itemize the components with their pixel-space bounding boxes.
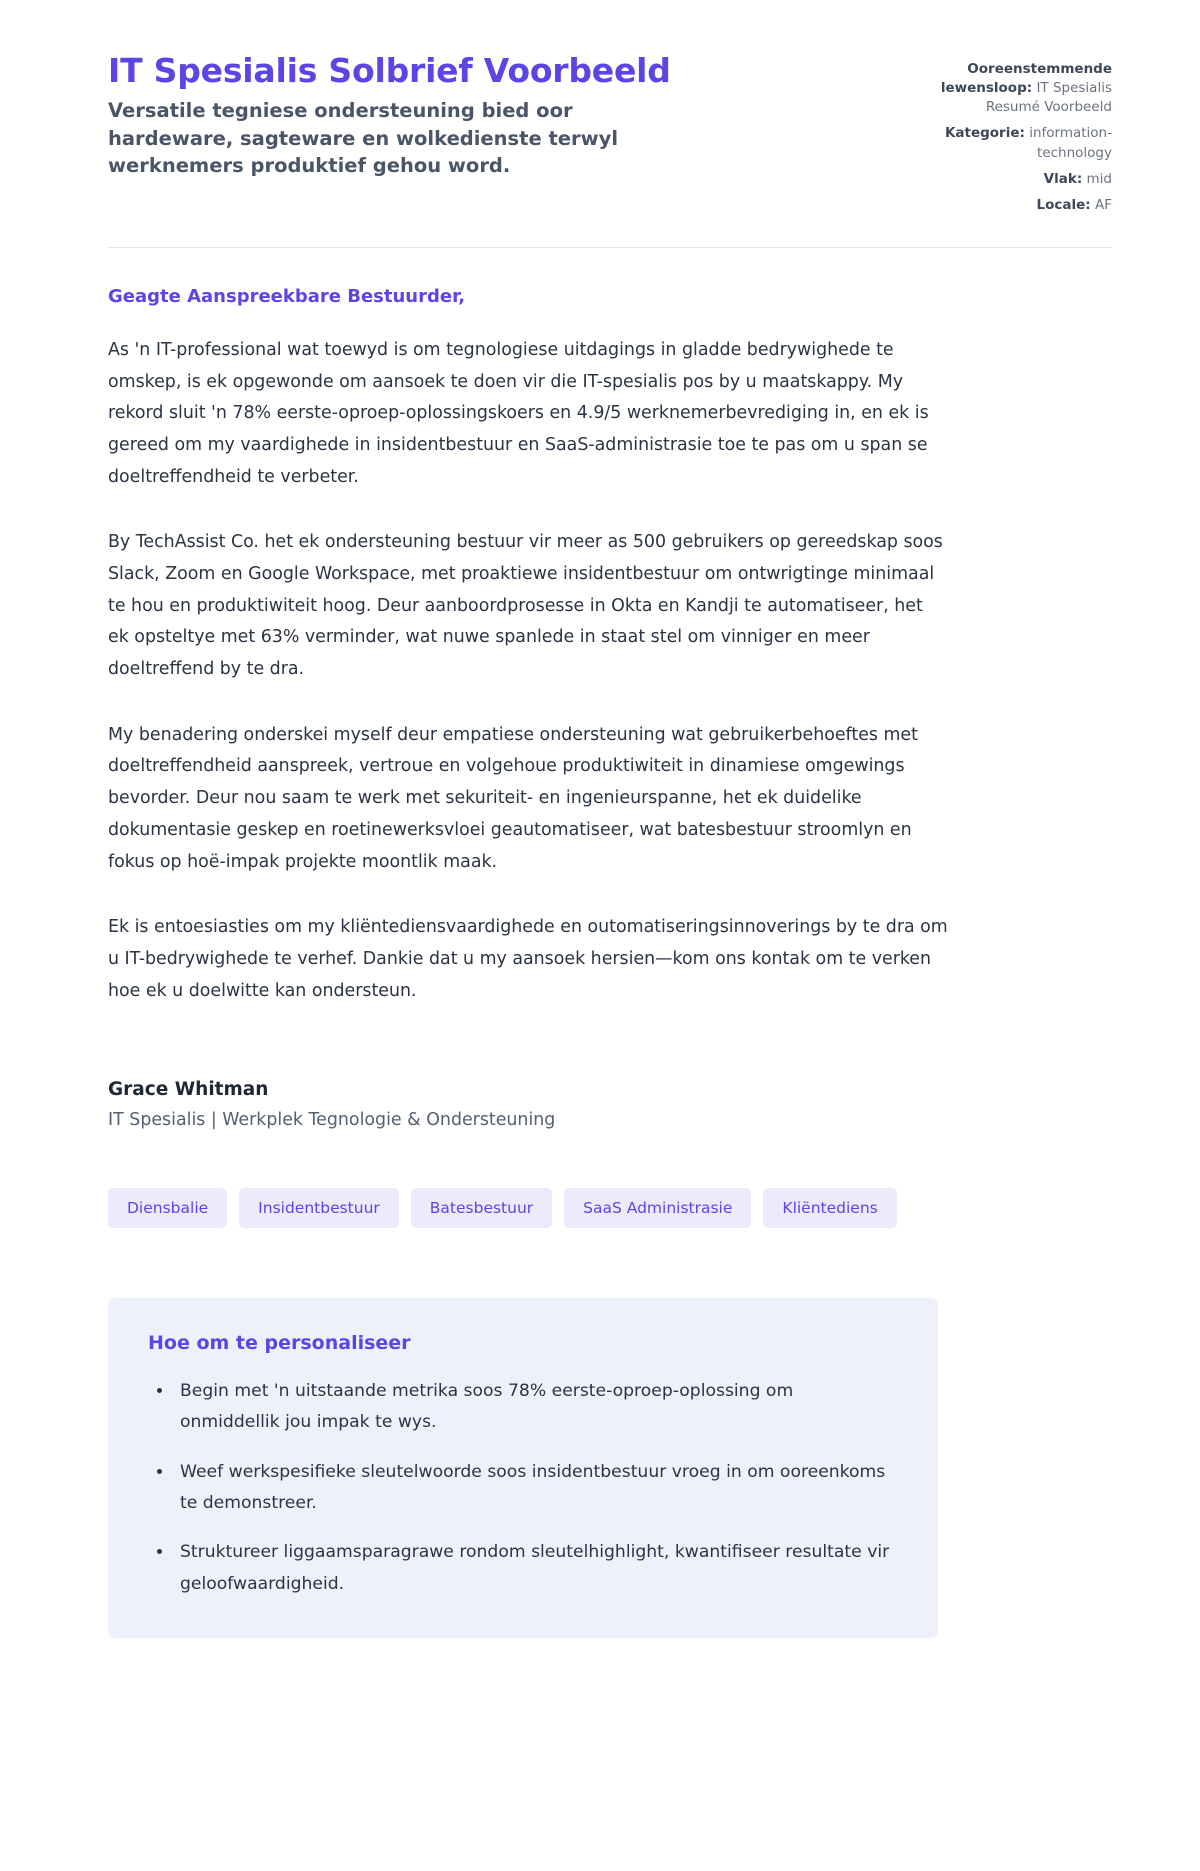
signature-role: IT Spesialis | Werkplek Tegnologie & Ondersteuning: [108, 1110, 556, 1131]
page-title: IT Spesialis Solbrief Voorbeeld: [108, 51, 671, 90]
metadata-value-category: information-technology: [1029, 125, 1112, 161]
page-subtitle: Versatile tegniese ondersteuning bied oor hardeware, sagteware en wolkedienste terwyl werknemers produktief gehou word.: [108, 98, 619, 178]
letter-paragraph: By TechAssist Co. het ek ondersteuning bestuur vir meer as 500 gebruikers op gereedskap soos Slack, Zoom en Google Workspace, met proaktiewe insidentbestuur om ontwrigtinge minimaal te hou en produktiwiteit hoog. Deur aanboordprosesse in Okta en Kandji te automatiseer, het ek opsteltye met 63% verminder, wat nuwe spanlede in staat stel om vinniger en meer doeltreffend by te dra.: [108, 532, 943, 680]
signature-block: [108, 1079, 1112, 1130]
tips-list: [148, 1376, 898, 1600]
metadata-row-locale: [902, 196, 1112, 215]
metadata-label-level: Vlak:: [1043, 170, 1083, 187]
tips-list-item: • Weef werkspesifieke sleutelwoorde soos insidentbestuur vroeg in om ooreenkoms te demonstreer.: [174, 1457, 898, 1520]
skill-tag[interactable]: SaaS Administrasie: [564, 1188, 751, 1228]
metadata-label-locale: Locale:: [1036, 196, 1091, 213]
metadata-label-category: Kategorie:: [944, 125, 1025, 142]
letter-paragraph: My benadering onderskei myself deur empatiese ondersteuning wat gebruikerbehoeftes met doeltreffendheid aanspreek, vertroue en volgehoue produktiwiteit in dinamiese omgewings bevorder. Deur nou saam te werk met sekuriteit- en ingenieurspanne, het ek duidelike dokumentasie geskep en roetinewerksvloei geautomatiseer, wat batesbestuur stroomlyn en fokus op hoë-impak projekte moontlik maak.: [108, 724, 918, 872]
metadata-row-matching-resume: [902, 60, 1112, 117]
tips-title: Hoe om te personaliseer: [148, 1332, 411, 1355]
metadata-row-category: [902, 124, 1112, 162]
signature-name: Grace Whitman: [108, 1079, 269, 1101]
document-metadata: [902, 52, 1112, 215]
metadata-value-locale: AF: [1094, 196, 1112, 213]
metadata-value-matching-resume: IT Spesialis Resumé Voorbeeld: [985, 80, 1112, 116]
metadata-row-level: [902, 170, 1112, 189]
tips-list-item: • Begin met 'n uitstaande metrika soos 78% eerste-oproep-oplossing om onmiddellik jou impak te wys.: [174, 1376, 898, 1439]
metadata-value-level: mid: [1086, 170, 1112, 187]
skill-tag[interactable]: Batesbestuur: [411, 1188, 552, 1228]
personalization-tips-callout: [108, 1298, 938, 1638]
salutation: Geagte Aanspreekbare Bestuurder,: [108, 286, 466, 308]
letter-paragraph: Ek is entoesiasties om my kliëntediensvaardighede en outomatiseringsinnoverings by te dra om u IT-bedrywighede te verhef. Dankie dat u my aansoek hersien—kom ons kontak om te verken hoe ek u doelwitte kan ondersteun.: [108, 917, 948, 1001]
skill-tag[interactable]: Insidentbestuur: [239, 1188, 399, 1228]
letter-paragraph: As 'n IT-professional wat toewyd is om tegnologiese uitdagings in gladde bedrywighede te omskep, is ek opgewonde om aansoek te doen vir die IT-spesialis pos by u maatskappy. My rekord sluit 'n 78% eerste-oproep-oplossingskoers en 4.9/5 werknemerbevrediging in, en ek is gereed om my vaardighede in insidentbestuur en SaaS-administrasie toe te pas om u span se doeltreffendheid te verbeter.: [108, 340, 929, 487]
skill-tag[interactable]: Kliëntediens: [763, 1188, 896, 1228]
metadata-label-matching-resume: Ooreenstemmende lewensloop:: [940, 61, 1112, 97]
skill-tag[interactable]: Diensbalie: [108, 1188, 227, 1228]
skill-tag-list: [108, 1188, 1112, 1228]
tips-list-item: • Struktureer liggaamsparagrawe rondom sleutelhighlight, kwantifiseer resultate vir geloofwaardigheid.: [174, 1537, 898, 1600]
letter-body: [108, 248, 1112, 1007]
header-title-block: [108, 52, 808, 180]
document-header: [108, 52, 1112, 215]
